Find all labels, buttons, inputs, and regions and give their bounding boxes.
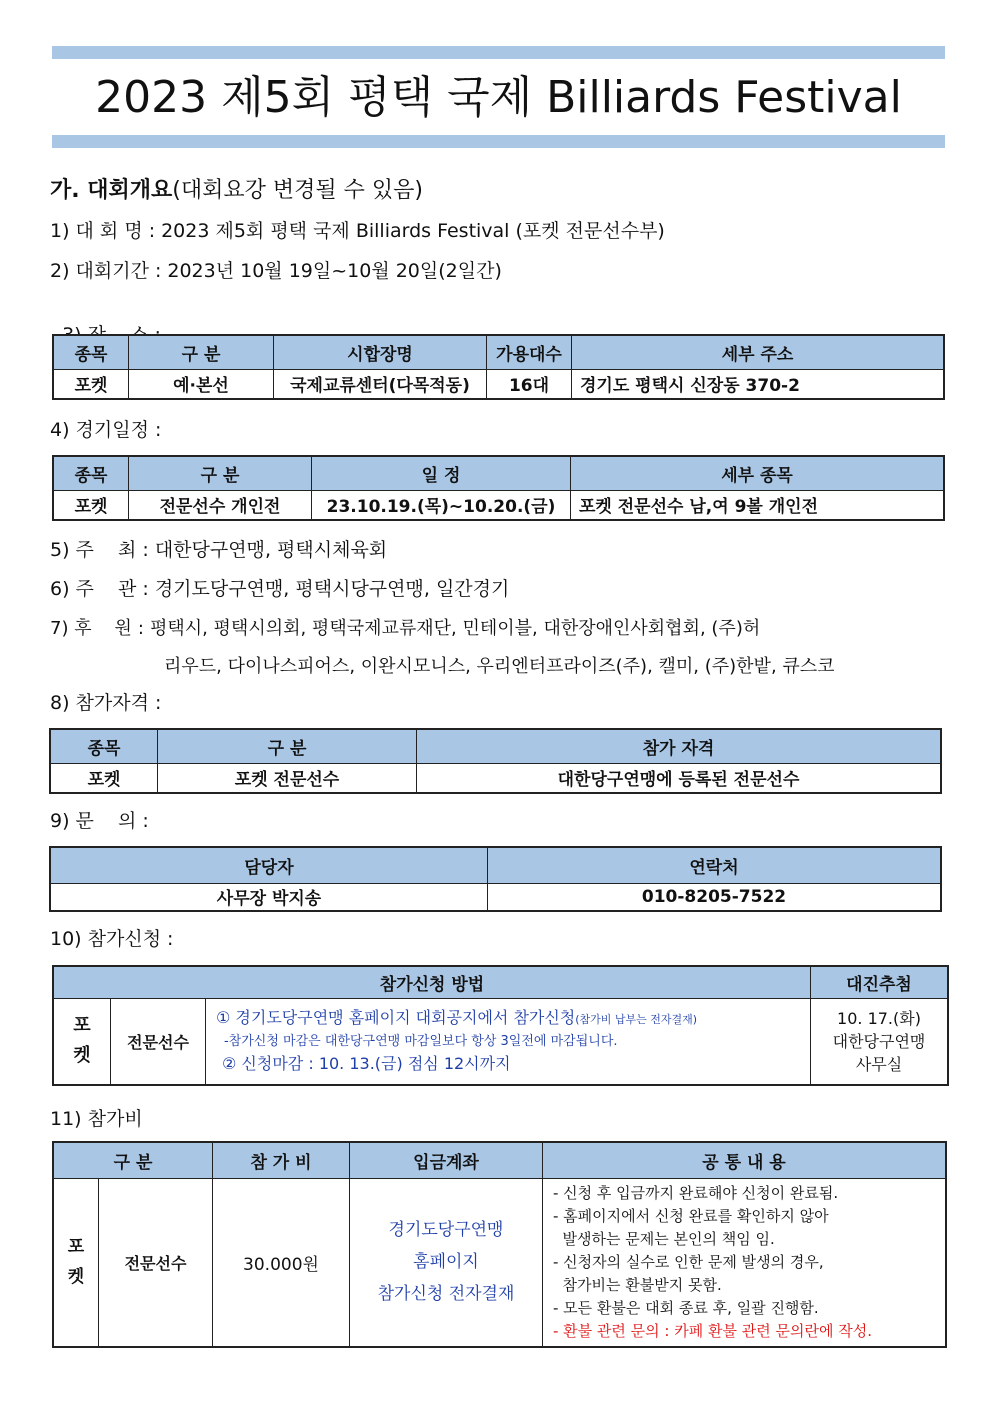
account-line: 경기도당구연맹 (388, 1220, 504, 1241)
colon: : (142, 810, 149, 832)
method-text: ① 경기도당구연맹 홈페이지 대회공지에서 참가신청 (216, 1008, 576, 1028)
section-note: (대회요강 변경될 수 있음) (172, 178, 423, 203)
note-line: - 홈페이지에서 신청 완료를 확인하지 않아 (553, 1206, 829, 1225)
header-cell: 구 분 (129, 456, 312, 490)
header-cell: 참 가 비 (213, 1142, 350, 1178)
item-sponsor (50, 616, 760, 642)
qualification-table (49, 728, 942, 794)
header-cell: 가용대수 (487, 335, 572, 369)
header-cell: 공 통 내 용 (543, 1142, 947, 1178)
item-value: 2023년 10월 19일~10월 20일(2일간) (167, 260, 502, 282)
section-heading (50, 178, 423, 204)
item-label: 11) 참가비 (50, 1108, 143, 1130)
table-cell: 대한당구연맹에 등록된 전문선수 (417, 763, 942, 793)
table-cell: 포켓 전문선수 (158, 763, 417, 793)
item-period (50, 258, 502, 284)
draw-date: 10. 17.(화) (837, 1008, 921, 1028)
colon: : (137, 618, 144, 639)
fee-cell: 30.000원 (213, 1178, 350, 1347)
notes-cell (543, 1178, 947, 1347)
table-cell: 포켓 (53, 369, 129, 399)
table-cell: 포켓 (53, 490, 129, 520)
item-label: 9) 문 의 (50, 810, 137, 832)
method-line-3: ② 신청마감 : 10. 13.(금) 점심 12시까지 (222, 1054, 511, 1074)
item-qualification (50, 690, 167, 716)
draw-place: 사무실 (855, 1054, 903, 1074)
item-label: 8) 참가자격 (50, 692, 149, 714)
page-title: 2023 제5회 평택 국제 Billiards Festival (95, 72, 902, 123)
colon: : (154, 260, 162, 282)
colon: : (142, 578, 149, 600)
header-cell: 연락처 (488, 847, 942, 883)
item-value: 평택시, 평택시의회, 평택국제교류재단, 민테이블, 대한장애인사회협회, (주)허 (149, 618, 761, 639)
table-cell: 예·본선 (129, 369, 274, 399)
item-event-name (50, 218, 665, 244)
item-fee (50, 1106, 143, 1132)
item-label: 4) 경기일정 (50, 419, 149, 441)
header-cell: 시합장명 (274, 335, 487, 369)
top-rule (52, 46, 945, 59)
table-cell: 사무장 박지송 (50, 883, 488, 911)
header-cell: 일 정 (312, 456, 571, 490)
table-cell: 16대 (487, 369, 572, 399)
item-value: 리우드, 다이나스피어스, 이완시모니스, 우리엔터프라이즈(주), 캘미, (주)한밭, 큐스코 (164, 656, 835, 677)
application-table (52, 965, 949, 1086)
colon: : (148, 220, 156, 242)
table-cell: 경기도 평택시 신장동 370-2 (572, 369, 945, 399)
item-label: 6) 주 관 (50, 578, 137, 600)
item-sponsor-cont (164, 654, 835, 680)
header-cell: 대진추첨 (811, 966, 949, 998)
item-label: 5) 주 최 (50, 539, 137, 561)
method-line-2: -참가신청 마감은 대한당구연맹 마감일보다 항상 3일전에 마감됩니다. (224, 1034, 618, 1050)
account-line: 홈페이지 (413, 1252, 479, 1273)
draw-cell (811, 998, 949, 1085)
note-line: 참가비는 환불받지 못함. (553, 1275, 722, 1294)
item-value: 2023 제5회 평택 국제 Billiards Festival (포켓 전문선수부) (161, 220, 665, 242)
header-cell: 참가신청 방법 (53, 966, 811, 998)
note-line: - 신청자의 실수로 인한 문제 발생의 경우, (553, 1252, 824, 1271)
table-cell: 국제교류센터(다목적동) (274, 369, 487, 399)
division-cell: 전문선수 (99, 1178, 213, 1347)
draw-org: 대한당구연맹 (832, 1031, 926, 1051)
account-cell (350, 1178, 543, 1347)
method-note: (참가비 납부는 전자결재) (575, 1013, 698, 1027)
bottom-rule (52, 135, 945, 148)
note-line: - 모든 환불은 대회 종료 후, 일괄 진행함. (553, 1298, 819, 1317)
header-cell: 참가 자격 (417, 729, 942, 763)
category-cell: 포 켓 (53, 998, 111, 1085)
account-line: 참가신청 전자결재 (377, 1284, 515, 1305)
header-cell: 종목 (53, 456, 129, 490)
table-cell: 010-8205-7522 (488, 883, 942, 911)
item-label: 7) 후 원 (50, 618, 132, 639)
refund-note: - 환불 관련 문의 : 카페 환불 관련 문의란에 작성. (553, 1321, 872, 1340)
item-label: 10) 참가신청 (50, 928, 162, 950)
item-label: 1) 대 회 명 (50, 220, 143, 242)
header-cell: 종목 (50, 729, 158, 763)
venue-table (52, 334, 945, 400)
note-line: - 신청 후 입금까지 완료해야 신청이 완료됨. (553, 1183, 839, 1202)
item-organizer (50, 576, 509, 602)
section-label: 가. 대회개요 (50, 178, 173, 203)
colon: : (142, 539, 149, 561)
table-cell: 포켓 (50, 763, 158, 793)
header-cell: 세부 종목 (571, 456, 945, 490)
contact-table (49, 846, 942, 912)
item-value: 대한당구연맹, 평택시체육회 (154, 539, 388, 561)
header-cell: 입금계좌 (350, 1142, 543, 1178)
colon: : (154, 419, 162, 441)
division-cell: 전문선수 (111, 998, 206, 1085)
method-line-1 (216, 1007, 810, 1031)
item-inquiry (50, 808, 155, 834)
item-application (50, 926, 179, 952)
table-cell: 전문선수 개인전 (129, 490, 312, 520)
colon: : (167, 928, 174, 950)
fee-table (52, 1141, 947, 1348)
note-line: 발생하는 문제는 본인의 책임 임. (553, 1229, 775, 1248)
item-label: 2) 대회기간 (50, 260, 149, 282)
table-cell: 포켓 전문선수 남,여 9볼 개인전 (571, 490, 945, 520)
item-host (50, 537, 387, 563)
category-cell: 포 켓 (53, 1178, 99, 1347)
item-schedule (50, 417, 167, 443)
header-cell: 구 분 (129, 335, 274, 369)
header-cell: 세부 주소 (572, 335, 945, 369)
table-cell: 23.10.19.(목)~10.20.(금) (312, 490, 571, 520)
header-cell: 종목 (53, 335, 129, 369)
header-cell: 구 분 (53, 1142, 213, 1178)
method-cell (206, 998, 811, 1085)
colon: : (154, 692, 162, 714)
item-value: 경기도당구연맹, 평택시당구연맹, 일간경기 (154, 578, 510, 600)
header-cell: 구 분 (158, 729, 417, 763)
header-cell: 담당자 (50, 847, 488, 883)
schedule-table (52, 455, 945, 521)
